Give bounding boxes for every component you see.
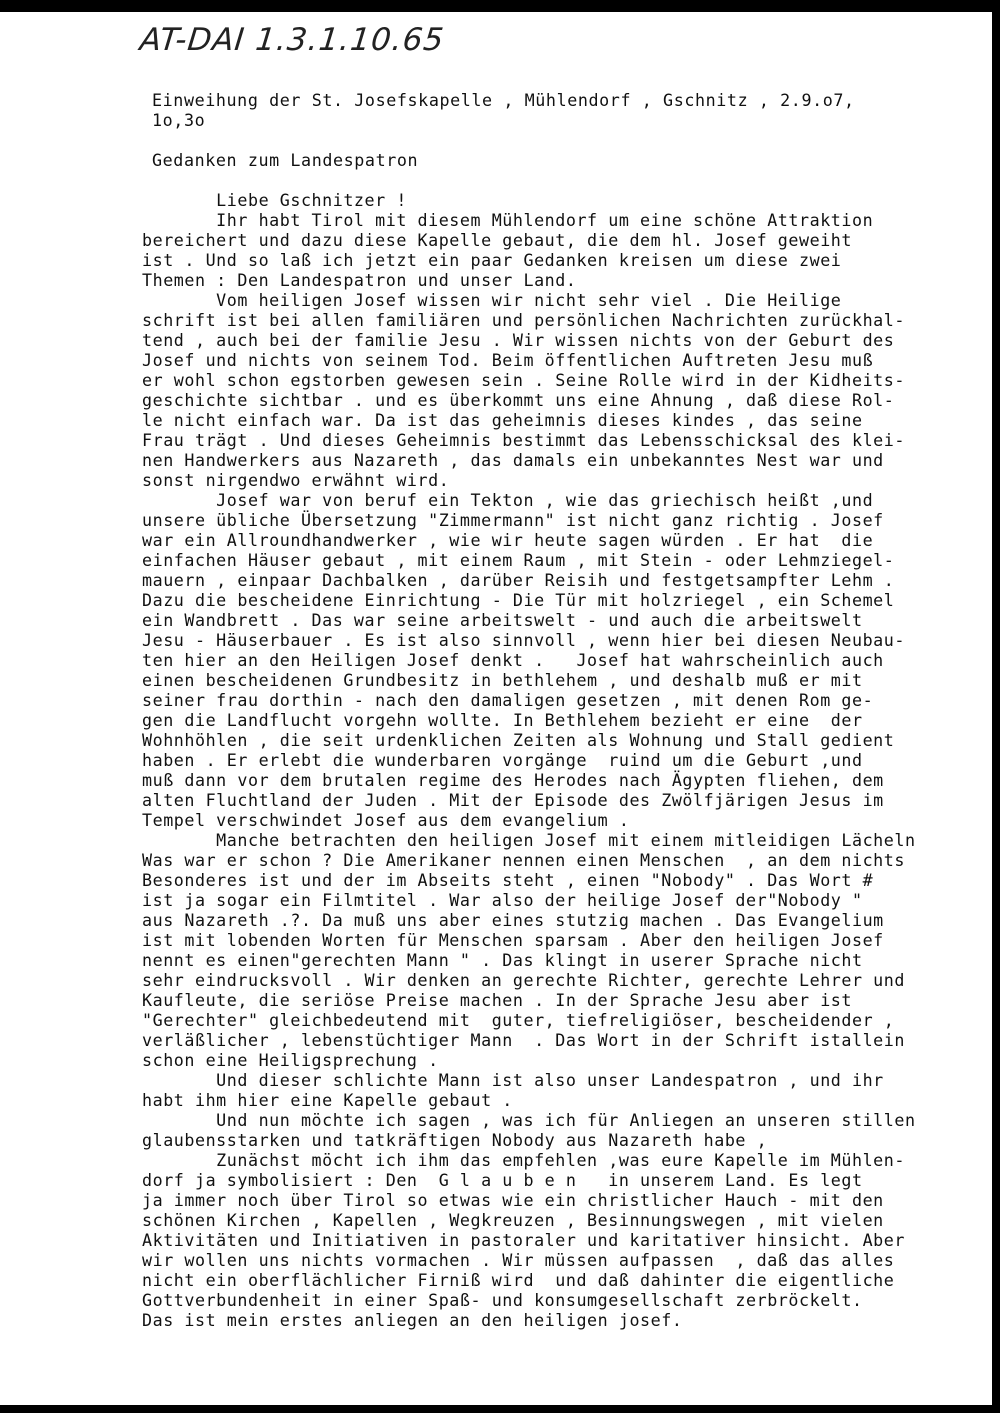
body-line: Josef und nichts von seinem Tod. Beim öffentlichen Auftreten Jesu muß	[142, 350, 874, 370]
body-line: le nicht einfach war. Da ist das geheimnis dieses kindes , das seine	[142, 410, 863, 430]
body-line: Manche betrachten den heiligen Josef mit einem mitleidigen Lächeln	[142, 830, 916, 850]
document-body	[142, 190, 992, 1330]
body-line: haben . Er erlebt die wunderbaren vorgänge ruind um die Geburt ,und	[142, 750, 863, 770]
body-line: nen Handwerkers aus Nazareth , das damals ein unbekanntes Nest war und	[142, 450, 884, 470]
body-line: schrift ist bei allen familiären und persönlichen Nachrichten zurückhal-	[142, 310, 905, 330]
body-line: wir wollen uns nichts vormachen . Wir müssen aufpassen , daß das alles	[142, 1250, 895, 1270]
body-line: ja immer noch über Tirol so etwas wie ein christlicher Hauch - mit den	[142, 1190, 884, 1210]
body-line: schon eine Heiligsprechung .	[142, 1050, 439, 1070]
body-line: Wohnhöhlen , die seit urdenklichen Zeiten als Wohnung und Stall gedient	[142, 730, 895, 750]
body-line: gen die Landflucht vorgehn wollte. In Bethlehem bezieht er eine der	[142, 710, 863, 730]
body-line: Und dieser schlichte Mann ist also unser Landespatron , und ihr	[142, 1070, 884, 1090]
body-line: ein Wandbrett . Das war seine arbeitswelt - und auch die arbeitswelt	[142, 610, 863, 630]
body-line: war ein Allroundhandwerker , wie wir heute sagen würden . Er hat die	[142, 530, 874, 550]
body-line: Das ist mein erstes anliegen an den heiligen josef.	[142, 1310, 683, 1330]
scan-border-bottom	[0, 1405, 1000, 1413]
body-line: einen bescheidenen Grundbesitz in bethlehem , und deshalb muß er mit	[142, 670, 863, 690]
body-line: ist mit lobenden Worten für Menschen sparsam . Aber den heiligen Josef	[142, 930, 884, 950]
body-line: nicht ein oberflächlicher Firniß wird und daß dahinter die eigentliche	[142, 1270, 895, 1290]
body-line: Aktivitäten und Initiativen in pastoraler und karitativer hinsicht. Aber	[142, 1230, 905, 1250]
body-line: Vom heiligen Josef wissen wir nicht sehr viel . Die Heilige	[142, 290, 842, 310]
body-line: "Gerechter" gleichbedeutend mit guter, tiefreligiöser, bescheidender ,	[142, 1010, 895, 1030]
body-line: Gottverbundenheit in einer Spaß- und konsumgesellschaft zerbröckelt.	[142, 1290, 863, 1310]
document-page	[0, 12, 992, 1405]
body-line: Josef war von beruf ein Tekton , wie das griechisch heißt ,und	[142, 490, 874, 510]
body-line: Jesu - Häuserbauer . Es ist also sinnvoll , wenn hier bei diesen Neubau-	[142, 630, 905, 650]
body-line: sehr eindrucksvoll . Wir denken an gerechte Richter, gerechte Lehrer und	[142, 970, 905, 990]
body-line: Ihr habt Tirol mit diesem Mühlendorf um eine schöne Attraktion	[142, 210, 874, 230]
body-line: Tempel verschwindet Josef aus dem evangelium .	[142, 810, 630, 830]
body-line: mauern , einpaar Dachbalken , darüber Reisih und festgetsampfter Lehm .	[142, 570, 895, 590]
body-line: bereichert und dazu diese Kapelle gebaut, die dem hl. Josef geweiht	[142, 230, 852, 250]
body-line: geschichte sichtbar . und es überkommt uns eine Ahnung , daß diese Rol-	[142, 390, 895, 410]
body-line: einfachen Häuser gebaut , mit einem Raum , mit Stein - oder Lehmziegel-	[142, 550, 895, 570]
archive-signature: AT-DAI 1.3.1.10.65	[138, 22, 447, 58]
body-line: schönen Kirchen , Kapellen , Wegkreuzen , Besinnungswegen , mit vielen	[142, 1210, 884, 1230]
body-line: Kaufleute, die seriöse Preise machen . In der Sprache Jesu aber ist	[142, 990, 852, 1010]
body-line: alten Fluchtland der Juden . Mit der Episode des Zwölfjärigen Jesus im	[142, 790, 884, 810]
scan-border-right	[992, 0, 1000, 1413]
body-line: Themen : Den Landespatron und unser Land.	[142, 270, 577, 290]
body-line: nennt es einen"gerechten Mann " . Das klingt in userer Sprache nicht	[142, 950, 863, 970]
body-line: verläßlicher , lebenstüchtiger Mann . Das Wort in der Schrift istallein	[142, 1030, 905, 1050]
body-line: sonst nirgendwo erwähnt wird.	[142, 470, 450, 490]
scan-border-top	[0, 0, 1000, 12]
body-line: ten hier an den Heiligen Josef denkt . Josef hat wahrscheinlich auch	[142, 650, 884, 670]
document-subheading: Gedanken zum Landespatron	[152, 150, 419, 170]
body-line: Dazu die bescheidene Einrichtung - Die Tür mit holzriegel , ein Schemel	[142, 590, 895, 610]
body-line: Besonderes ist und der im Abseits steht , einen "Nobody" . Das Wort #	[142, 870, 874, 890]
body-line: aus Nazareth .?. Da muß uns aber eines stutzig machen . Das Evangelium	[142, 910, 884, 930]
body-line: Was war er schon ? Die Amerikaner nennen einen Menschen , an dem nichts	[142, 850, 905, 870]
body-line: Zunächst möcht ich ihm das empfehlen ,was eure Kapelle im Mühlen-	[142, 1150, 905, 1170]
body-line: Frau trägt . Und dieses Geheimnis bestimmt das Lebensschicksal des klei-	[142, 430, 905, 450]
body-line: ist ja sogar ein Filmtitel . War also der heilige Josef der"Nobody "	[142, 890, 863, 910]
body-line: seiner frau dorthin - nach den damaligen gesetzen , mit denen Rom ge-	[142, 690, 874, 710]
body-line: habt ihm hier eine Kapelle gebaut .	[142, 1090, 513, 1110]
body-line: Und nun möchte ich sagen , was ich für Anliegen an unseren stillen	[142, 1110, 916, 1130]
body-line: er wohl schon egstorben gewesen sein . Seine Rolle wird in der Kidheits-	[142, 370, 905, 390]
document-heading: Einweihung der St. Josefskapelle , Mühlendorf , Gschnitz , 2.9.o7, 1o,3o	[152, 90, 855, 130]
body-line: muß dann vor dem brutalen regime des Herodes nach Ägypten fliehen, dem	[142, 770, 884, 790]
body-line: ist . Und so laß ich jetzt ein paar Gedanken kreisen um diese zwei	[142, 250, 842, 270]
body-line: glaubensstarken und tatkräftigen Nobody aus Nazareth habe ,	[142, 1130, 768, 1150]
body-line: tend , auch bei der familie Jesu . Wir wissen nichts von der Geburt des	[142, 330, 895, 350]
body-line: unsere übliche Übersetzung "Zimmermann" ist nicht ganz richtig . Josef	[142, 510, 884, 530]
body-line: dorf ja symbolisiert : Den G l a u b e n in unserem Land. Es legt	[142, 1170, 863, 1190]
body-line: Liebe Gschnitzer !	[142, 190, 407, 210]
